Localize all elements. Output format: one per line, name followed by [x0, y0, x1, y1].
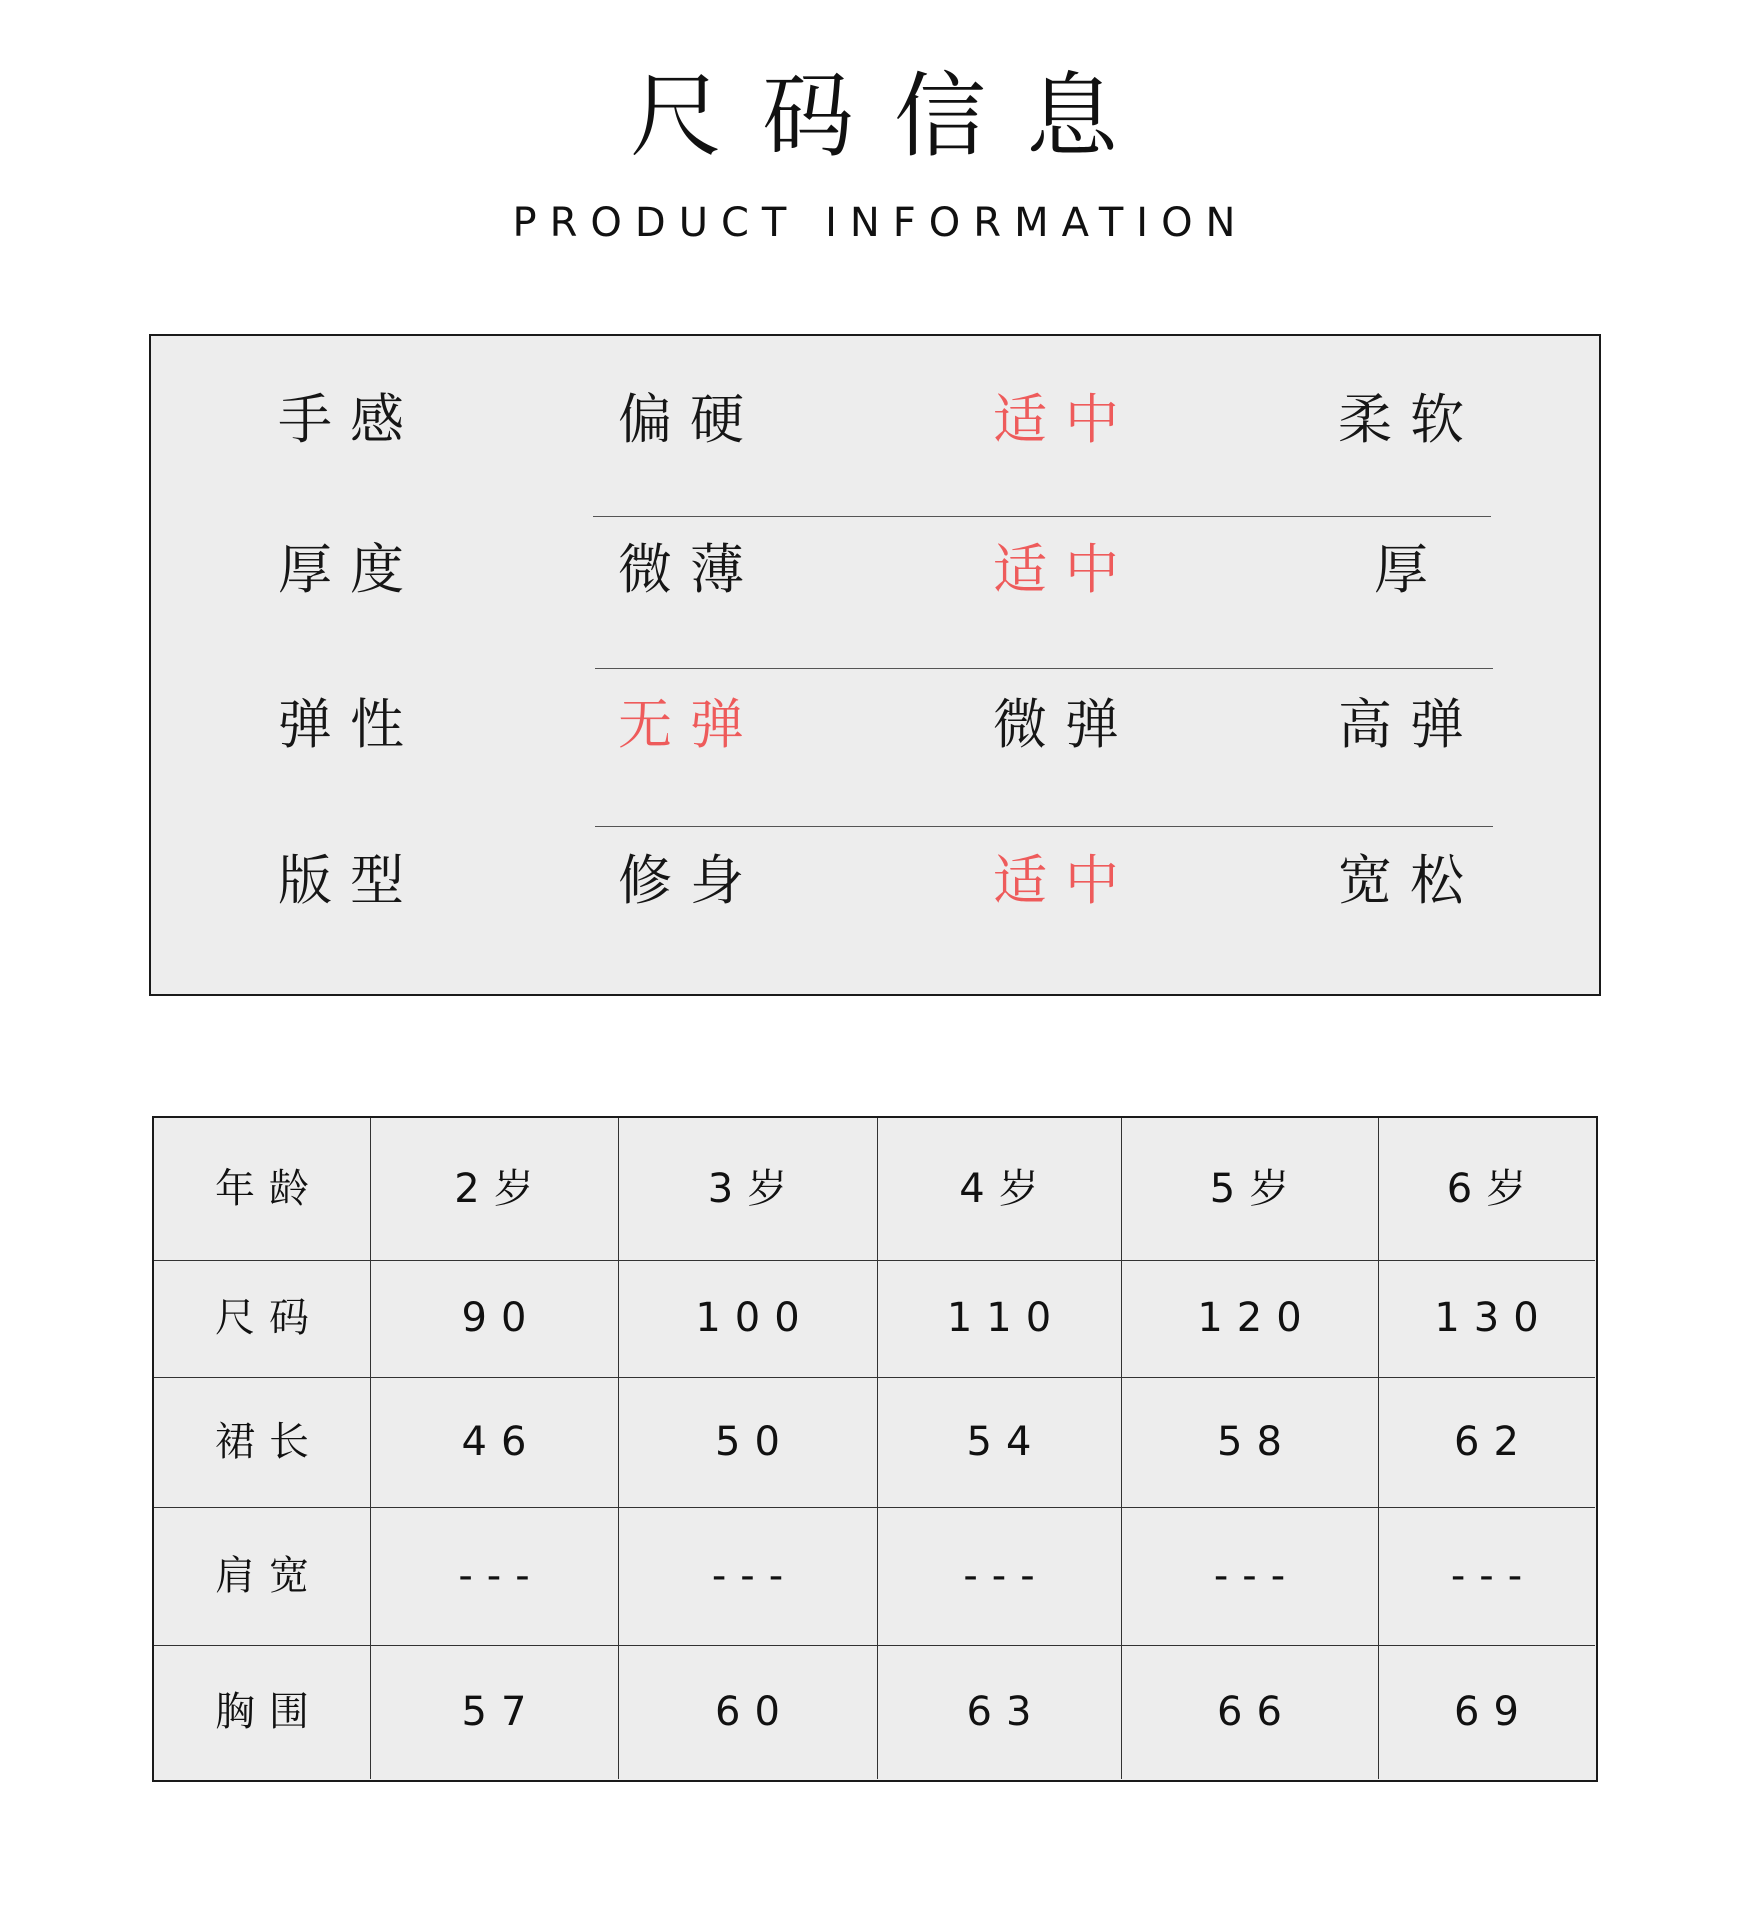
feature-option: 修身: [618, 849, 762, 912]
feature-option: 高弹: [1338, 693, 1482, 756]
table-cell: 60: [715, 1689, 794, 1735]
table-cell: 66: [1217, 1689, 1296, 1735]
table-cell: 100: [695, 1295, 814, 1341]
feature-row-elasticity: [151, 665, 1599, 785]
table-cell: ---: [963, 1553, 1049, 1599]
feature-option: 微弹: [993, 693, 1137, 756]
feature-row-fit: [151, 821, 1599, 941]
table-cell: 62: [1454, 1419, 1533, 1465]
table-cell: 3岁: [707, 1166, 802, 1212]
feature-row-thickness: [151, 510, 1599, 630]
page-subtitle: PRODUCT INFORMATION: [512, 200, 1249, 246]
feature-label: 版型: [278, 849, 422, 912]
feature-option-selected: 适中: [993, 849, 1137, 912]
table-cell: ---: [1213, 1553, 1300, 1599]
table-cell: 69: [1454, 1689, 1533, 1735]
table-row-header: 裙长: [215, 1419, 323, 1465]
table-cell: ---: [458, 1553, 544, 1599]
table-cell: 4岁: [959, 1166, 1053, 1212]
table-cell: 110: [946, 1295, 1066, 1341]
table-row-header: 年龄: [215, 1166, 323, 1212]
table-cell: 50: [715, 1419, 794, 1465]
table-cell: ---: [1450, 1553, 1537, 1599]
feature-row-hand-feel: [151, 360, 1599, 480]
table-cell: 46: [461, 1419, 541, 1465]
feature-option: 厚: [1374, 538, 1446, 601]
table-cell: 54: [966, 1419, 1046, 1465]
feature-option-selected: 适中: [993, 388, 1137, 451]
table-cell: 120: [1197, 1295, 1316, 1341]
feature-label: 弹性: [278, 693, 422, 756]
feature-option: 宽松: [1338, 849, 1482, 912]
table-cell: ---: [711, 1553, 798, 1599]
table-cell: 63: [966, 1689, 1046, 1735]
size-table: [152, 1116, 1598, 1782]
feature-option: 偏硬: [618, 388, 762, 451]
table-cell: 58: [1217, 1419, 1296, 1465]
table-cell: 6岁: [1446, 1166, 1541, 1212]
table-cell: 130: [1434, 1295, 1553, 1341]
feature-label: 厚度: [278, 538, 422, 601]
table-cell: 2岁: [454, 1166, 548, 1212]
table-row-header: 尺码: [215, 1295, 323, 1341]
feature-option: 柔软: [1338, 388, 1482, 451]
table-cell: 5岁: [1209, 1166, 1304, 1212]
feature-option-selected: 无弹: [618, 693, 762, 756]
page-title: 尺码信息: [629, 63, 1158, 170]
feature-option: 微薄: [618, 538, 762, 601]
table-cell: 57: [461, 1689, 541, 1735]
table-row-header: 肩宽: [215, 1553, 323, 1599]
feature-option-selected: 适中: [993, 538, 1137, 601]
table-cell: 90: [461, 1295, 541, 1341]
fabric-feature-panel: [149, 334, 1601, 996]
table-row-header: 胸围: [215, 1689, 323, 1735]
feature-label: 手感: [278, 388, 422, 451]
